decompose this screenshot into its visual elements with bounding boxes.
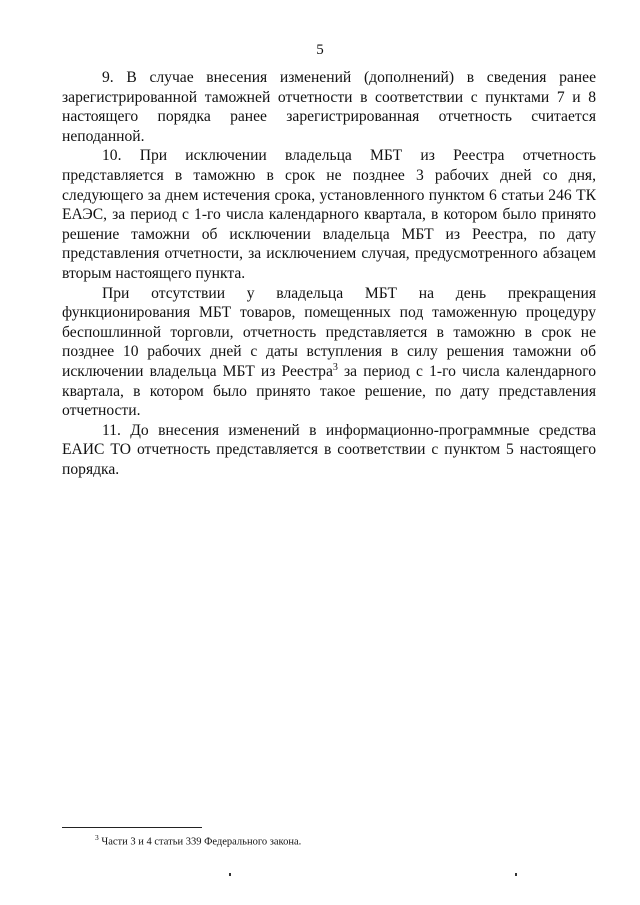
paragraph-item-10-second — [62, 284, 596, 421]
paragraph-item-11: 11. До внесения изменений в информационно-программные средства ЕАИС ТО отчетность представляется в соответствии с пунктом 5 настоящего порядка. — [62, 421, 596, 478]
footnote-number: 3 — [95, 833, 99, 842]
footnote — [95, 833, 301, 848]
paragraph-text-continued: за период с 1-го числа календарного квартала, в котором было принято такое решение, по дату представления отчетности. — [62, 362, 597, 420]
footnote-divider — [62, 827, 202, 828]
paragraph-item-10: 10. При исключении владельца МБТ из Реестра отчетность представляется в таможню в срок не позднее 3 рабочих дней со дня, следующего за днем истечения срока, установленного пунктом 6 статьи 246 ТК ЕАЭС, за период с 1-го числа календарного квартала, в котором было принято решение таможни об исключении владельца МБТ из Реестра, по дату представления отчетности, за исключением случая, предусмотренного абзацем вторым настоящего пункта. — [62, 147, 596, 282]
footnote-reference: 3 — [332, 361, 338, 373]
paragraph-item-9: 9. В случае внесения изменений (дополнений) в сведения ранее зарегистрированной таможней отчетности в соответствии с пунктами 7 и 8 настоящего порядка ранее зарегистрированная отчетность считается неподанной. — [62, 69, 596, 145]
scan-speck — [515, 873, 517, 876]
paragraph-text: При отсутствии у владельца МБТ на день прекращения функционирования МБТ товаров, помещенных под таможенную процедуру беспошлинной торговли, отчетность представляется в таможню в срок не позднее 10 рабочих дней с даты вступления в силу решения таможни об исключении владельца МБТ из Реестра — [62, 284, 596, 380]
scan-speck — [229, 873, 231, 876]
document-body — [62, 68, 596, 479]
footnote-text: Части 3 и 4 статьи 339 Федерального закона. — [98, 836, 302, 848]
page-number: 5 — [316, 42, 324, 58]
